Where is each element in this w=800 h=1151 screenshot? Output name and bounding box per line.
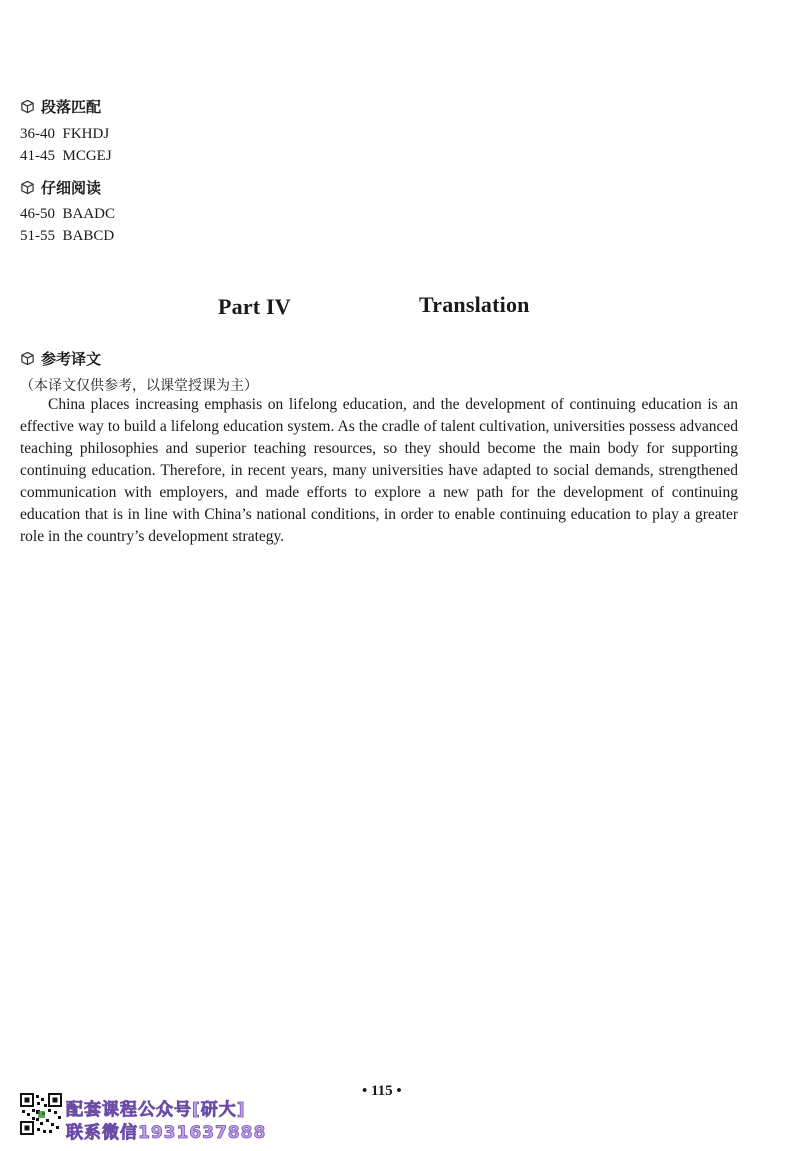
page-number: • 115 • (362, 1083, 402, 1099)
cube-icon (20, 351, 35, 366)
answer-line: 36-40 FKHDJ (20, 126, 110, 142)
answer-line: 41-45 MCGEJ (20, 148, 112, 164)
section-match-heading (20, 96, 101, 117)
watermark-line-1: 配套课程公众号[研大] (66, 1100, 246, 1120)
answer-line: 51-55 BABCD (20, 228, 115, 244)
section-detail-heading (20, 177, 101, 198)
part-number: Part IV (218, 294, 291, 319)
section-match-title: 段落匹配 (41, 98, 102, 116)
answer-list-match (20, 123, 112, 167)
part-title: Translation (419, 292, 530, 317)
answer-list-detail (20, 203, 115, 247)
reference-title: 参考译文 (41, 350, 102, 368)
qr-code-icon (20, 1093, 62, 1135)
answer-line: 46-50 BAADC (20, 206, 116, 222)
reference-heading (20, 348, 101, 369)
translation-paragraph: China places increasing emphasis on lifelong education, and the development of continuing education is an effective way to build a lifelong education system. As the cradle of talent cultivation, universities possess advanced teaching philosophies and superior teaching resources, so they should become the main body for supporting continuing education. Therefore, in recent years, many universities have adapted to social demands, strengthened communication with employers, and made efforts to explore a new path for the development of continuing education that is in line with China’s national conditions, in order to enable continuing education to play a greater role in the country’s development strategy. (20, 396, 738, 545)
cube-icon (20, 99, 35, 114)
cube-icon (20, 180, 35, 195)
watermark-line-2: 联系微信1931637888 (66, 1123, 267, 1143)
section-detail-title: 仔细阅读 (41, 179, 102, 197)
reference-note: （本译文仅供参考，以课堂授课为主） (20, 378, 258, 394)
